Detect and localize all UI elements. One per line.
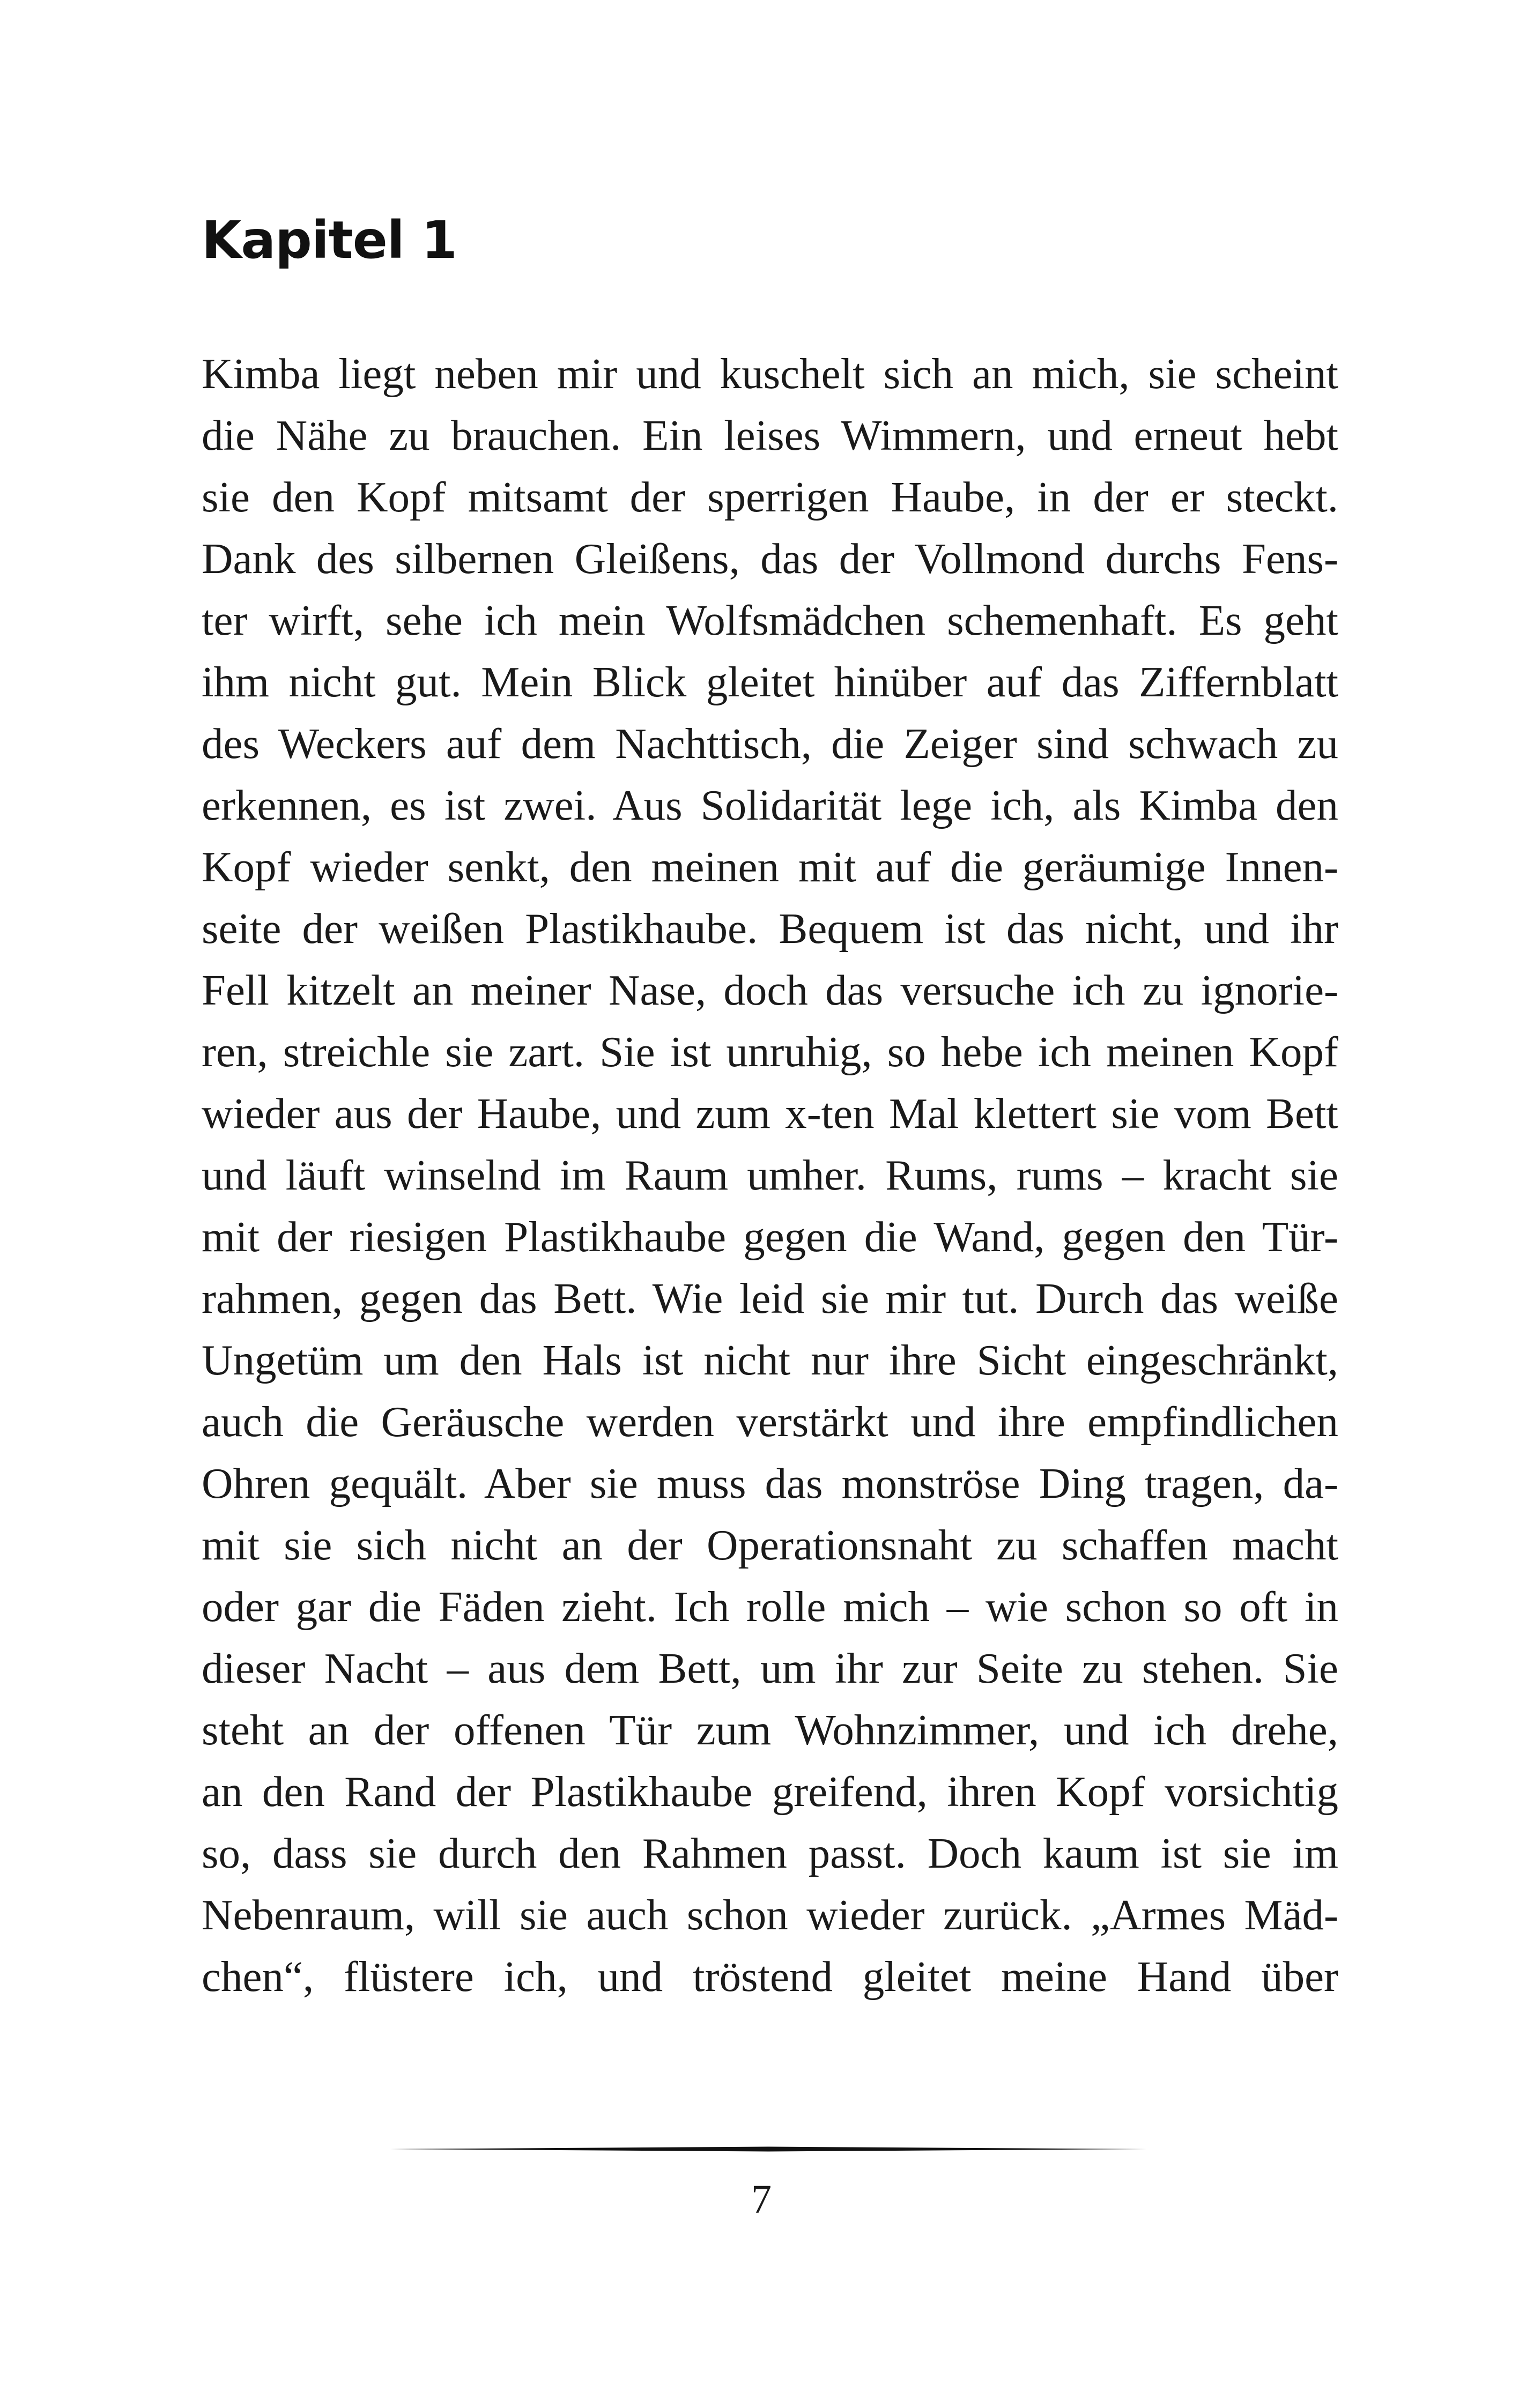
text-line-25: so, dass sie durch den Rahmen passt. Doch kaum ist sie im: [202, 1829, 1338, 1877]
text-line-3: sie den Kopf mitsamt der sperrigen Haube, in der er steckt.: [202, 473, 1338, 521]
text-line-17: Ungetüm um den Hals ist nicht nur ihre Sicht eingeschränkt,: [202, 1336, 1338, 1384]
text-line-27: chen“, flüstere ich, und tröstend gleitet meine Hand über: [202, 1952, 1338, 2001]
text-line-5: ter wirft, sehe ich mein Wolfsmädchen schemenhaft. Es geht: [202, 596, 1338, 644]
text-line-15: mit der riesigen Plastikhaube gegen die Wand, gegen den Tür-: [202, 1213, 1338, 1261]
text-line-13: wieder aus der Haube, und zum x-ten Mal klettert sie vom Bett: [202, 1089, 1338, 1138]
text-line-18: auch die Geräusche werden verstärkt und ihre empfindlichen: [202, 1398, 1338, 1446]
text-line-20: mit sie sich nicht an der Operationsnaht zu schaffen macht: [202, 1521, 1338, 1569]
page-number: 7: [751, 2177, 772, 2222]
footer-rule: [390, 2146, 1146, 2152]
text-line-26: Nebenraum, will sie auch schon wieder zurück. „Armes Mäd-: [202, 1891, 1338, 1939]
text-line-22: dieser Nacht – aus dem Bett, um ihr zur Seite zu stehen. Sie: [202, 1644, 1338, 1692]
text-line-19: Ohren gequält. Aber sie muss das monströse Ding tragen, da-: [202, 1459, 1338, 1507]
body-text: [202, 343, 1338, 2008]
text-line-14: und läuft winselnd im Raum umher. Rums, rums – kracht sie: [202, 1151, 1338, 1199]
text-line-24: an den Rand der Plastikhaube greifend, ihren Kopf vorsichtig: [202, 1767, 1338, 1816]
text-line-2: die Nähe zu brauchen. Ein leises Wimmern, und erneut hebt: [202, 411, 1338, 459]
chapter-title: Kapitel 1: [202, 210, 457, 270]
text-line-12: ren, streichle sie zart. Sie ist unruhig, so hebe ich meinen Kopf: [202, 1028, 1338, 1076]
text-line-21: oder gar die Fäden zieht. Ich rolle mich – wie schon so oft in: [202, 1582, 1338, 1631]
text-line-7: des Weckers auf dem Nachttisch, die Zeiger sind schwach zu: [202, 719, 1338, 768]
text-line-23: steht an der offenen Tür zum Wohnzimmer, und ich drehe,: [202, 1706, 1338, 1754]
text-line-16: rahmen, gegen das Bett. Wie leid sie mir tut. Durch das weiße: [202, 1274, 1338, 1322]
text-line-1: Kimba liegt neben mir und kuschelt sich an mich, sie scheint: [202, 350, 1338, 398]
text-line-4: Dank des silbernen Gleißens, das der Vollmond durchs Fens-: [202, 534, 1338, 583]
text-line-6: ihm nicht gut. Mein Blick gleitet hinüber auf das Ziffernblatt: [202, 658, 1338, 706]
text-line-8: erkennen, es ist zwei. Aus Solidarität lege ich, als Kimba den: [202, 781, 1338, 829]
footer-rule-shape: [390, 2147, 1146, 2152]
text-line-9: Kopf wieder senkt, den meinen mit auf die geräumige Innen-: [202, 843, 1338, 891]
text-line-10: seite der weißen Plastikhaube. Bequem ist das nicht, und ihr: [202, 904, 1338, 953]
text-line-11: Fell kitzelt an meiner Nase, doch das versuche ich zu ignorie-: [202, 966, 1338, 1014]
